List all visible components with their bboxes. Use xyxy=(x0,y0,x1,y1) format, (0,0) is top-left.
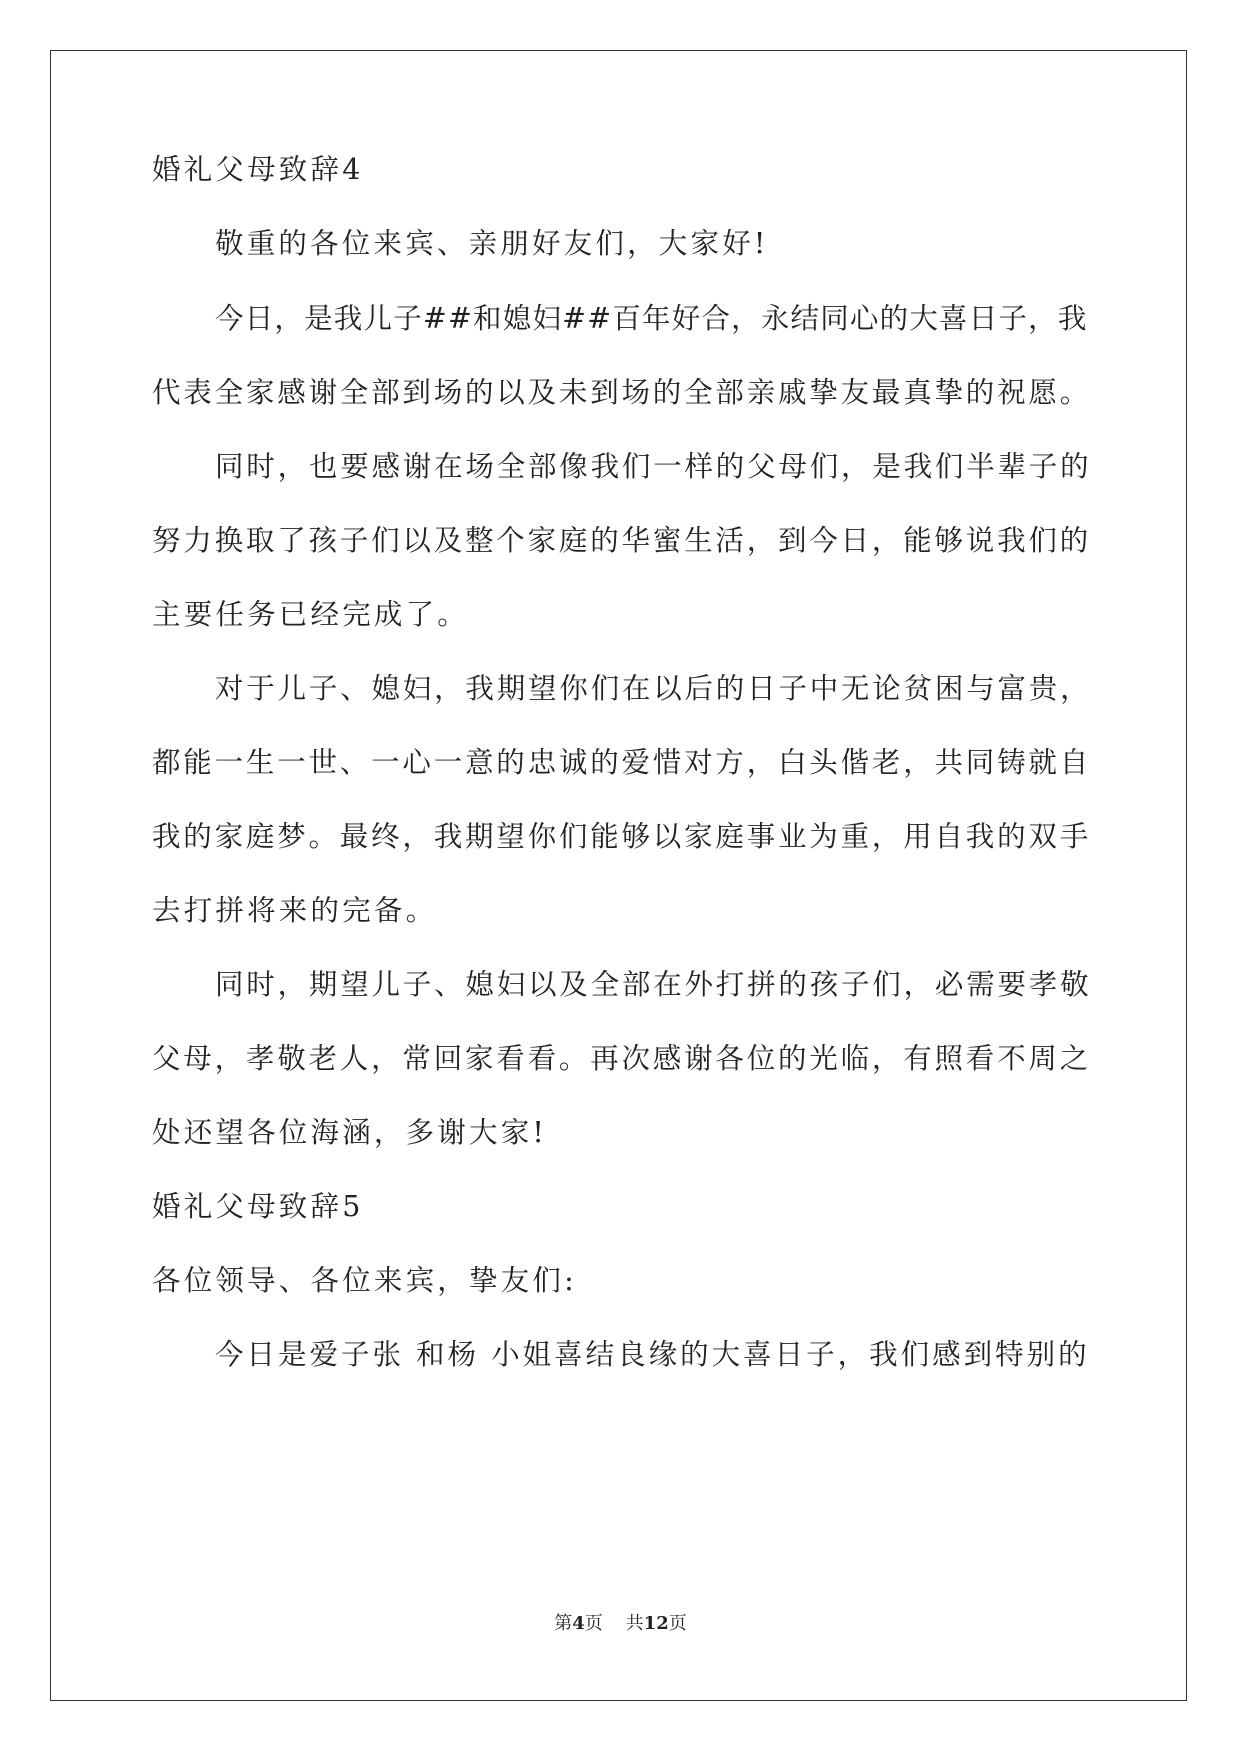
total-label-prefix: 共 xyxy=(625,1613,644,1634)
page-label-prefix: 第 xyxy=(554,1613,573,1634)
paragraph-line: 处还望各位海涵，多谢大家! xyxy=(152,1116,548,1149)
paragraph-line: 主要任务已经完成了。 xyxy=(152,598,470,631)
paragraph-line: 代表全家感谢全部到场的以及未到场的全部亲戚挚友最真挚的祝愿。 xyxy=(152,376,1092,409)
salutation-line: 各位领导、各位来宾，挚友们: xyxy=(152,1264,577,1297)
page-total: 12 xyxy=(643,1613,669,1634)
paragraph-line: 同时，也要感谢在场全部像我们一样的父母们，是我们半辈子的 xyxy=(215,450,1092,483)
paragraph-line: 去打拼将来的完备。 xyxy=(152,894,438,927)
page-border xyxy=(50,50,1187,1701)
paragraph-line: 对于儿子、媳妇，我期望你们在以后的日子中无论贫困与富贵， xyxy=(215,672,1092,705)
page-number: 4 xyxy=(572,1613,585,1634)
total-label-suffix: 页 xyxy=(668,1613,687,1634)
page-footer xyxy=(0,1612,1241,1636)
paragraph-line: 同时，期望儿子、媳妇以及全部在外打拼的孩子们，必需要孝敬 xyxy=(215,968,1092,1001)
paragraph-line: 父母，孝敬老人，常回家看看。再次感谢各位的光临，有照看不周之 xyxy=(152,1042,1092,1075)
section-heading-4: 婚礼父母致辞4 xyxy=(152,153,364,186)
paragraph-line: 今日是爱子张 和杨 小姐喜结良缘的大喜日子，我们感到特别的 xyxy=(215,1338,1090,1371)
paragraph-line: 努力换取了孩子们以及整个家庭的华蜜生活，到今日，能够说我们的 xyxy=(152,524,1092,557)
section-heading-5: 婚礼父母致辞5 xyxy=(152,1190,364,1223)
page-label-suffix: 页 xyxy=(584,1613,603,1634)
paragraph-line: 都能一生一世、一心一意的忠诚的爱惜对方，白头偕老，共同铸就自 xyxy=(152,746,1092,779)
paragraph-line: 我的家庭梦。最终，我期望你们能够以家庭事业为重，用自我的双手 xyxy=(152,820,1092,853)
salutation-line: 敬重的各位来宾、亲朋好友们，大家好! xyxy=(215,227,769,260)
paragraph-line: 今日，是我儿子##和媳妇##百年好合，永结同心的大喜日子，我 xyxy=(215,302,1088,335)
